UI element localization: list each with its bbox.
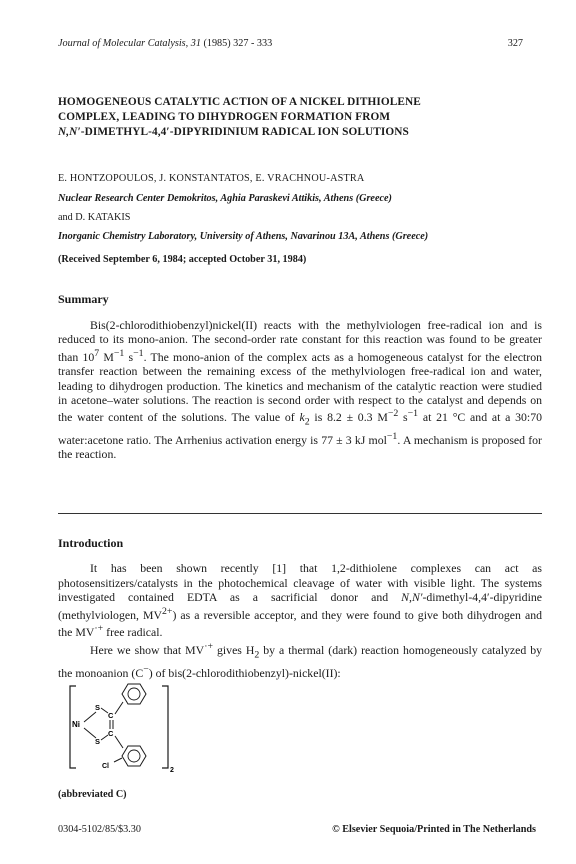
aromatic-circle-bottom — [128, 750, 140, 762]
journal-pages: (1985) 327 - 333 — [203, 38, 273, 49]
received-dates: (Received September 6, 1984; accepted October 31, 1984) — [58, 254, 307, 265]
summary-unit: s — [124, 349, 134, 364]
authors-group-1: E. HONTZOPOULOS, J. KONSTANTATOS, E. VRACHNOU-ASTRA — [58, 173, 365, 184]
ni-s-bond — [84, 712, 96, 722]
intro-sup: − — [143, 663, 149, 675]
summary-text-2: . The mono-anion of the complex acts as a homogeneous catalyst for the electron transfer reaction between the remaining excess of the methylviologen free-radical ion and water, leading to dihydrogen production. The kinetics and mechanism of the catalytic reaction were studied in acetone–water solutions. The reaction is second order with respect to the catalyst and depends on the water content of the solutions. The value of — [58, 349, 542, 425]
introduction-body — [58, 561, 542, 680]
intro-paragraph-2 — [58, 640, 542, 680]
sulfur-atom-top: S — [95, 703, 101, 712]
journal-name: Journal of Molecular Catalysis, — [58, 38, 189, 49]
chlorine-atom: Cl — [102, 763, 109, 770]
summary-unit: M — [99, 349, 114, 364]
summary-sup: −1 — [407, 408, 419, 420]
sulfur-atom-bottom: S — [95, 737, 101, 746]
ring-bond-top — [115, 702, 123, 714]
summary-text-4: at 21 °C and at a 30:70 water:acetone ratio. The Arrhenius activation energy is 77 ± 3 kJ mol — [58, 410, 542, 447]
intro-italic-nn: N,N′ — [401, 590, 423, 605]
summary-sup: −1 — [113, 347, 125, 359]
affiliation-2: Inorganic Chemistry Laboratory, University of Athens, Navarinou 13A, Athens (Greece) — [58, 231, 429, 242]
intro-sup: ·+ — [94, 623, 104, 635]
intro-text: -dimethyl-4,4′-dipyridine (methylviologen, MV — [58, 590, 542, 622]
summary-sup: −1 — [133, 347, 144, 359]
aromatic-circle-top — [128, 688, 140, 700]
intro-sub: 2 — [254, 649, 260, 661]
intro-text: by a thermal (dark) reaction homogeneously catalyzed by the monoanion (C — [58, 642, 543, 680]
summary-heading: Summary — [58, 292, 109, 306]
section-divider — [58, 513, 542, 514]
sc-bond — [101, 735, 108, 740]
cl-bond — [114, 758, 122, 762]
intro-text: It has been shown recently [1] that 1,2-dithiolene complexes can act as photosensitizers/catalysts in the photochemical cleavage of water with visible light. The systems investigated contained EDTA as a sacrificial donor and — [58, 561, 542, 605]
summary-unit: s — [398, 410, 408, 425]
summary-sup: −1 — [386, 431, 398, 443]
summary-text-3: is 8.2 ± 0.3 M — [309, 410, 388, 425]
rate-symbol: k — [299, 410, 305, 425]
benzene-ring-top — [122, 684, 146, 704]
ligand-count-subscript: 2 — [170, 767, 174, 774]
issn-price: 0304-5102/85/$3.30 — [58, 824, 141, 835]
page-number: 327 — [507, 38, 523, 49]
sc-bond — [101, 708, 108, 713]
summary-text-5: . A mechanism is proposed for the reaction. — [58, 432, 542, 462]
summary-paragraph — [58, 318, 542, 462]
intro-text: ) as a reversible acceptor, and they were found to give both dihydrogen and the MV — [58, 607, 542, 640]
title-line-3 — [58, 125, 528, 140]
carbon-atom-bottom: C — [108, 729, 114, 738]
intro-text: ) of bis(2-chlorodithiobenzyl)-nickel(II): — [148, 665, 341, 680]
right-bracket — [162, 686, 168, 768]
intro-text: gives H — [213, 642, 255, 657]
benzene-ring-bottom — [122, 746, 146, 766]
intro-paragraph-1 — [58, 561, 542, 640]
publisher-notice: © Elsevier Sequoia/Printed in The Netherlands — [332, 824, 536, 835]
title-line-2: COMPLEX, LEADING TO DIHYDROGEN FORMATION FROM — [58, 111, 391, 123]
title-line-3-rest: -DIMETHYL-4,4′-DIPYRIDINIUM RADICAL ION SOLUTIONS — [80, 126, 409, 138]
carbon-atom-top: C — [108, 711, 114, 720]
authors-group-2: and D. KATAKIS — [58, 212, 131, 223]
journal-citation — [58, 38, 272, 49]
affiliation-1: Nuclear Research Center Demokritos, Aghia Paraskevi Attikis, Athens (Greece) — [58, 193, 392, 204]
journal-volume: 31 — [190, 38, 201, 49]
title-italic-nn: N,N′ — [58, 126, 81, 138]
summary-sup: 7 — [94, 347, 100, 359]
ni-atom-label: Ni — [72, 720, 80, 729]
intro-sup: ·+ — [204, 640, 214, 652]
rate-subscript: 2 — [304, 416, 310, 428]
summary-body — [58, 318, 542, 462]
introduction-heading: Introduction — [58, 536, 124, 550]
intro-text: Here we show that MV — [90, 642, 205, 657]
summary-text-1: Bis(2-chlorodithiobenzyl)nickel(II) reacts with the methylviologen free-radical ion and is reduced to its mono-anion. The second-order rate constant for this reaction was found to be greater than 10 — [58, 318, 542, 364]
title-line-1: HOMOGENEOUS CATALYTIC ACTION OF A NICKEL DITHIOLENE — [58, 96, 421, 108]
intro-text: free radical. — [103, 625, 163, 640]
abbreviation-caption: (abbreviated C) — [58, 789, 127, 800]
nickel-complex-structure — [62, 676, 182, 776]
running-header — [58, 38, 523, 52]
ring-bond-bottom — [115, 736, 123, 748]
intro-sup: 2+ — [161, 605, 173, 617]
summary-sup: −2 — [387, 408, 399, 420]
article-title — [58, 95, 528, 140]
